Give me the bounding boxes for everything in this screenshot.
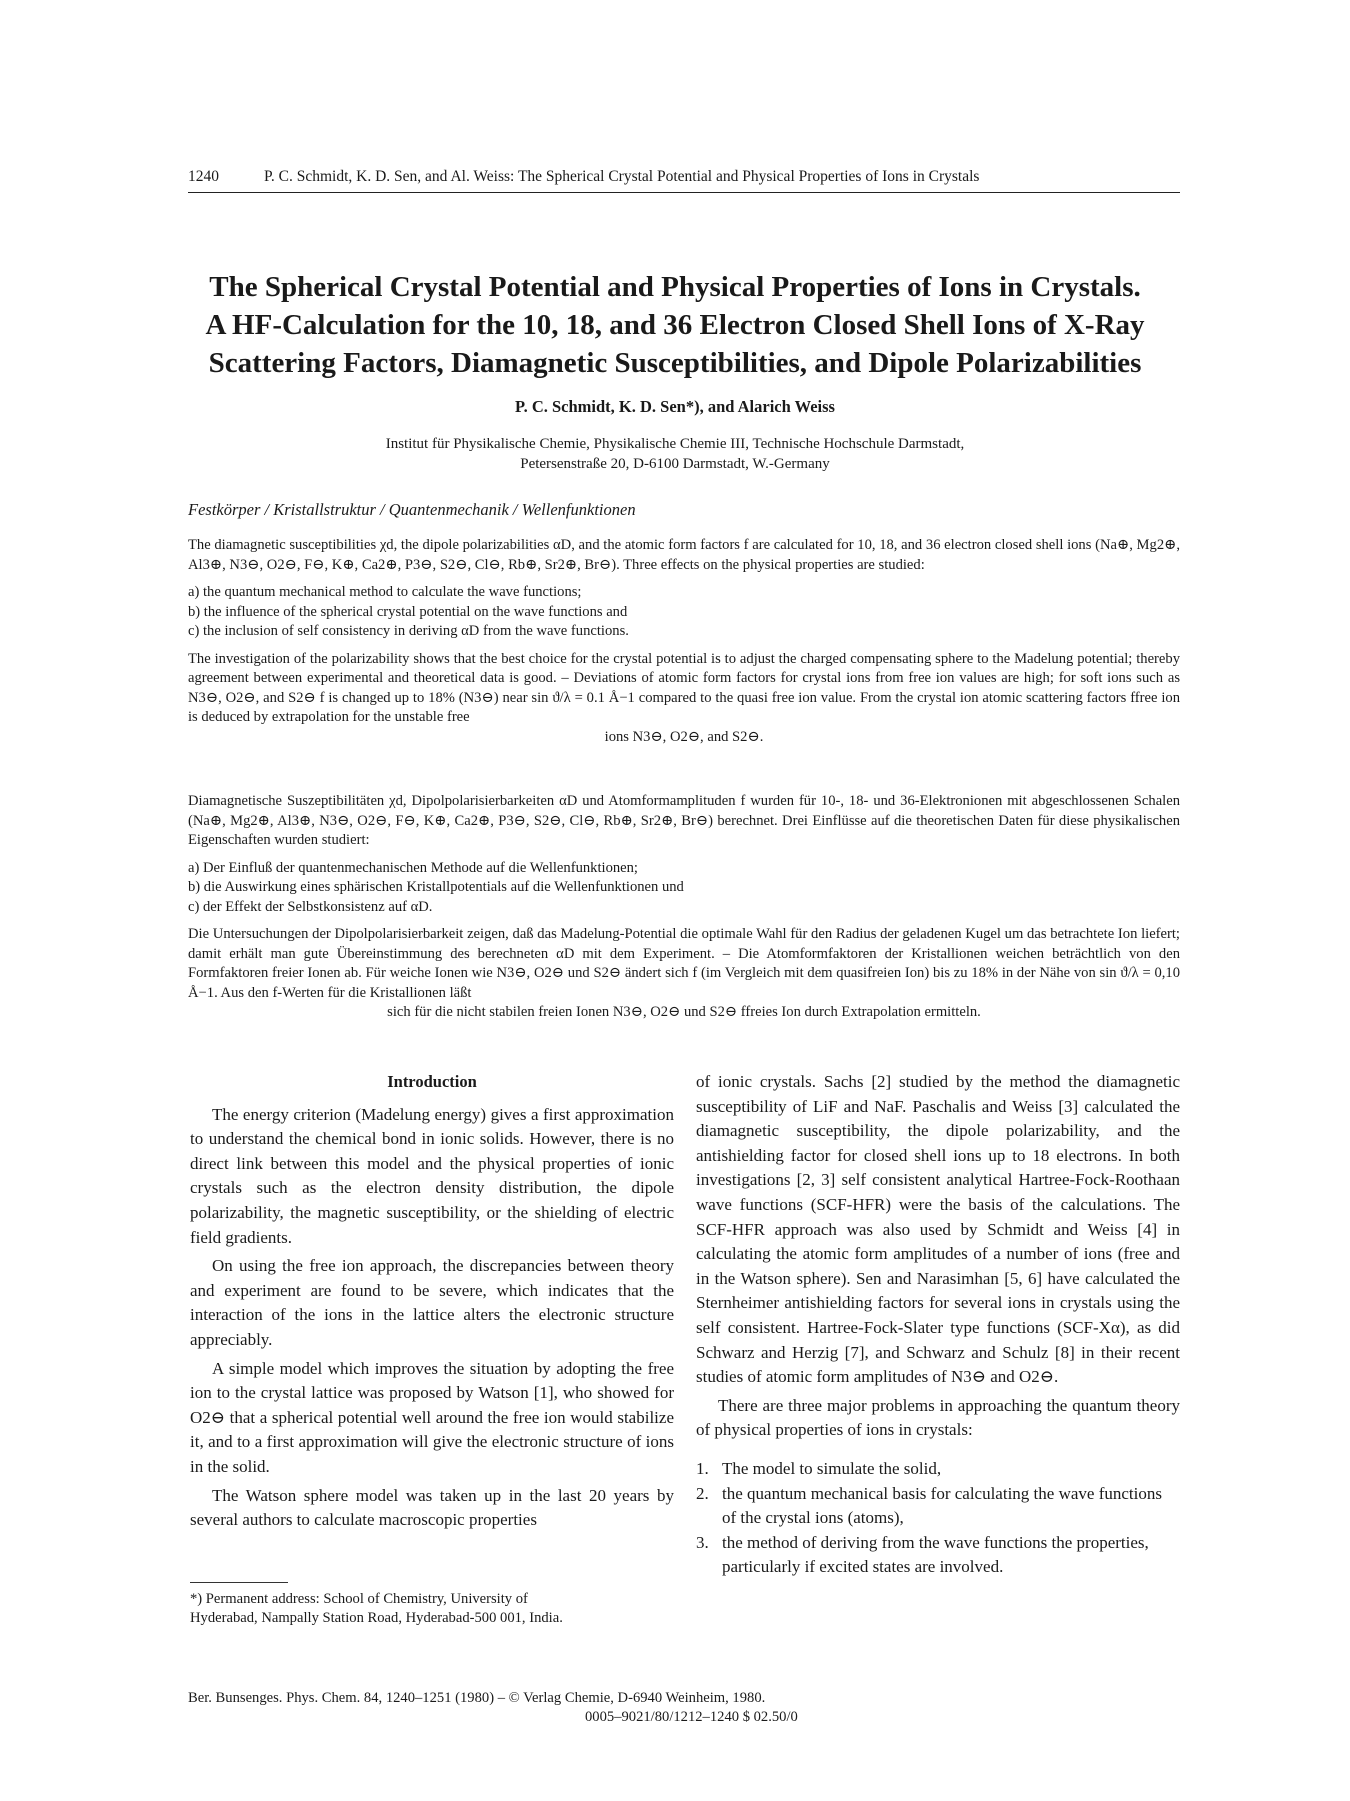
right-column [696,1070,1180,1580]
abstract-en-list [188,583,1180,642]
abstract-de-item-c: c) der Effekt der Selbstkonsistenz auf αD. [188,898,433,915]
page-number: 1240 [188,168,219,185]
paper-title [150,268,1200,382]
right-paragraph-2: There are three major problems in approaching the quantum theory of physical properties of ions in crystals: [696,1395,1180,1440]
list-item: 1. The model to simulate the solid, [696,1458,942,1478]
abstract-de-item-b: b) die Auswirkung eines sphärischen Kristallpotentials auf die Wellenfunktionen und [188,879,684,895]
abstract-en-findings-end: ions N3⊖, O2⊖, and S2⊖. [604,728,764,745]
keywords: Festkörper / Kristallstruktur / Quantenmechanik / Wellenfunktionen [188,500,636,519]
running-head [188,168,1180,193]
problems-list [696,1457,1180,1580]
abstract-de-intro: Diamagnetische Suszeptibilitäten χd, Dipolpolarisierbarkeiten αD und Atomformamplituden f wurden für 10-, 18- und 36-Elektronionen mit abgeschlossenen Schalen (Na⊕, Mg2⊕, Al3⊕, N3⊖, O2⊖, F⊖, K⊕, Ca2⊕, P3⊖, S2⊖, Cl⊖, Rb⊕, Sr2⊕, Br⊖) berechnet. Drei Einflüsse auf die theoretischen Daten für diese physikalischen Eigenschaften wurden studiert: [188,793,1180,848]
citation-line: Ber. Bunsenges. Phys. Chem. 84, 1240–1251 (1980) – © Verlag Chemie, D-6940 Weinheim, 1980. [188,1690,766,1706]
abstract-english [188,536,1180,747]
abstract-en-item-b: b) the influence of the spherical crystal potential on the wave functions and [188,603,628,620]
footnote-rule [190,1582,288,1583]
affiliation-line-2: Petersenstraße 20, D-6100 Darmstadt, W.-Germany [520,456,830,472]
abstract-de-findings-end: sich für die nicht stabilen freien Ionen N3⊖, O2⊖ und S2⊖ ffreies Ion durch Extrapolation ermitteln. [387,1004,981,1020]
section-heading-introduction: Introduction [387,1072,477,1091]
footnote [190,1590,672,1628]
title-line-3: Scattering Factors, Diamagnetic Susceptibilities, and Dipole Polarizabilities [208,347,1142,379]
list-item: 2. the quantum mechanical basis for calculating the wave functions of the crystal ions (atoms), [696,1483,1162,1528]
intro-paragraph-4: The Watson sphere model was taken up in the last 20 years by several authors to calculate macroscopic properties [190,1485,674,1530]
intro-paragraph-2: On using the free ion approach, the discrepancies between theory and experiment are found to be severe, which indicates that the interaction of the ions in the lattice alters the electronic structure appreciably. [190,1256,674,1349]
affiliation [150,434,1200,474]
running-head-text: P. C. Schmidt, K. D. Sen, and Al. Weiss: The Spherical Crystal Potential and Physical Properties of Ions in Crystals [264,168,980,185]
author-list: P. C. Schmidt, K. D. Sen*), and Alarich Weiss [515,397,835,416]
title-line-1: The Spherical Crystal Potential and Physical Properties of Ions in Crystals. [209,271,1141,303]
article-code: 0005–9021/80/1212–1240 $ 02.50/0 [585,1709,798,1725]
list-item: 3. the method of deriving from the wave functions the properties, particularly if excited states are involved. [696,1532,1149,1577]
intro-paragraph-1: The energy criterion (Madelung energy) gives a first approximation to understand the chemical bond in ionic solids. However, there is no direct link between this model and the physical properties of ionic crystals such as the electron density distribution, the dipole polarizability, the magnetic susceptibility, or the shielding of electric field gradients. [190,1104,674,1247]
footnote-line-1: *) Permanent address: School of Chemistry, University of [190,1591,528,1607]
right-paragraph-1: of ionic crystals. Sachs [2] studied by the method the diamagnetic susceptibility of LiF and NaF. Paschalis and Weiss [3] calculated the diamagnetic susceptibility, the dipole polarizability, and the antishielding factor for closed shell ions up to 18 electrons. In both investigations [2, 3] self consistent analytical Hartree-Fock-Roothaan wave functions (SCF-HFR) were the basis of the calculations. The SCF-HFR approach was also used by Schmidt and Weiss [4] in calculating the atomic form amplitudes of a number of ions (free and in the Watson sphere). Sen and Narasimhan [5, 6] have calculated the Sternheimer antishielding factors for several ions in crystals using the self consistent. Hartree-Fock-Slater type functions (SCF-Xα), as did Schwarz and Herzig [7], and Schwarz and Schulz [8] in their recent studies of atomic form amplitudes of N3⊖ and O2⊖. [696,1072,1180,1387]
affiliation-line-1: Institut für Physikalische Chemie, Physikalische Chemie III, Technische Hochschule Darmstadt, [385,436,965,452]
abstract-en-item-a: a) the quantum mechanical method to calculate the wave functions; [188,584,582,600]
abstract-german [188,792,1180,1023]
abstract-de-list [188,859,1180,918]
abstract-de-item-a: a) Der Einfluß der quantenmechanischen Methode auf die Wellenfunktionen; [188,859,638,876]
abstract-de-findings: Die Untersuchungen der Dipolpolarisierbarkeit zeigen, daß das Madelung-Potential die optimale Wahl für den Radius der geladenen Kugel um das betrachtete Ion liefert; damit erhält man gute Übereinstimmung des berechneten αD mit dem Experiment. – Die Atomformfaktoren der Kristallionen weichen beträchtlich von den Formfaktoren freier Ionen ab. Für weiche Ionen wie N3⊖, O2⊖ und S2⊖ ändert sich f (im Vergleich mit dem quasifreien Ion) bis zu 18% in der Nähe von sin ϑ/λ = 0,10 Å−1. Aus den f-Werten für die Kristallionen läßt [188,926,1180,1001]
intro-paragraph-3: A simple model which improves the situation by adopting the free ion to the crystal lattice was proposed by Watson [1], who showed for O2⊖ that a spherical potential well around the free ion would stabilize it, and to a first approximation will give the electronic structure of ions in the solid. [190,1358,674,1476]
abstract-en-findings: The investigation of the polarizability shows that the best choice for the crystal potential is to adjust the charged compensating sphere to the Madelung potential; thereby agreement between experimental and theoretical data is good. – Deviations of atomic form factors for crystal ions from free ion values are high; for soft ions such as N3⊖, O2⊖, and S2⊖ f is changed up to 18% (N3⊖) near sin ϑ/λ = 0.1 Å−1 compared to the quasi free ion value. From the crystal ion atomic scattering factors ffree ion is deduced by extrapolation for the unstable free [188,650,1180,725]
publication-info [188,1689,1180,1727]
footnote-line-2: Hyderabad, Nampally Station Road, Hyderabad-500 001, India. [190,1610,563,1626]
abstract-en-item-c: c) the inclusion of self consistency in deriving αD from the wave functions. [188,623,629,639]
title-line-2: A HF-Calculation for the 10, 18, and 36 Electron Closed Shell Ions of X-Ray [205,309,1145,341]
abstract-en-intro: The diamagnetic susceptibilities χd, the dipole polarizabilities αD, and the atomic form factors f are calculated for 10, 18, and 36 electron closed shell ions (Na⊕, Mg2⊕, Al3⊕, N3⊖, O2⊖, F⊖, K⊕, Ca2⊕, P3⊖, S2⊖, Cl⊖, Rb⊕, Sr2⊕, Br⊖). Three effects on the physical properties are studied: [188,537,1180,573]
left-column [190,1070,674,1533]
